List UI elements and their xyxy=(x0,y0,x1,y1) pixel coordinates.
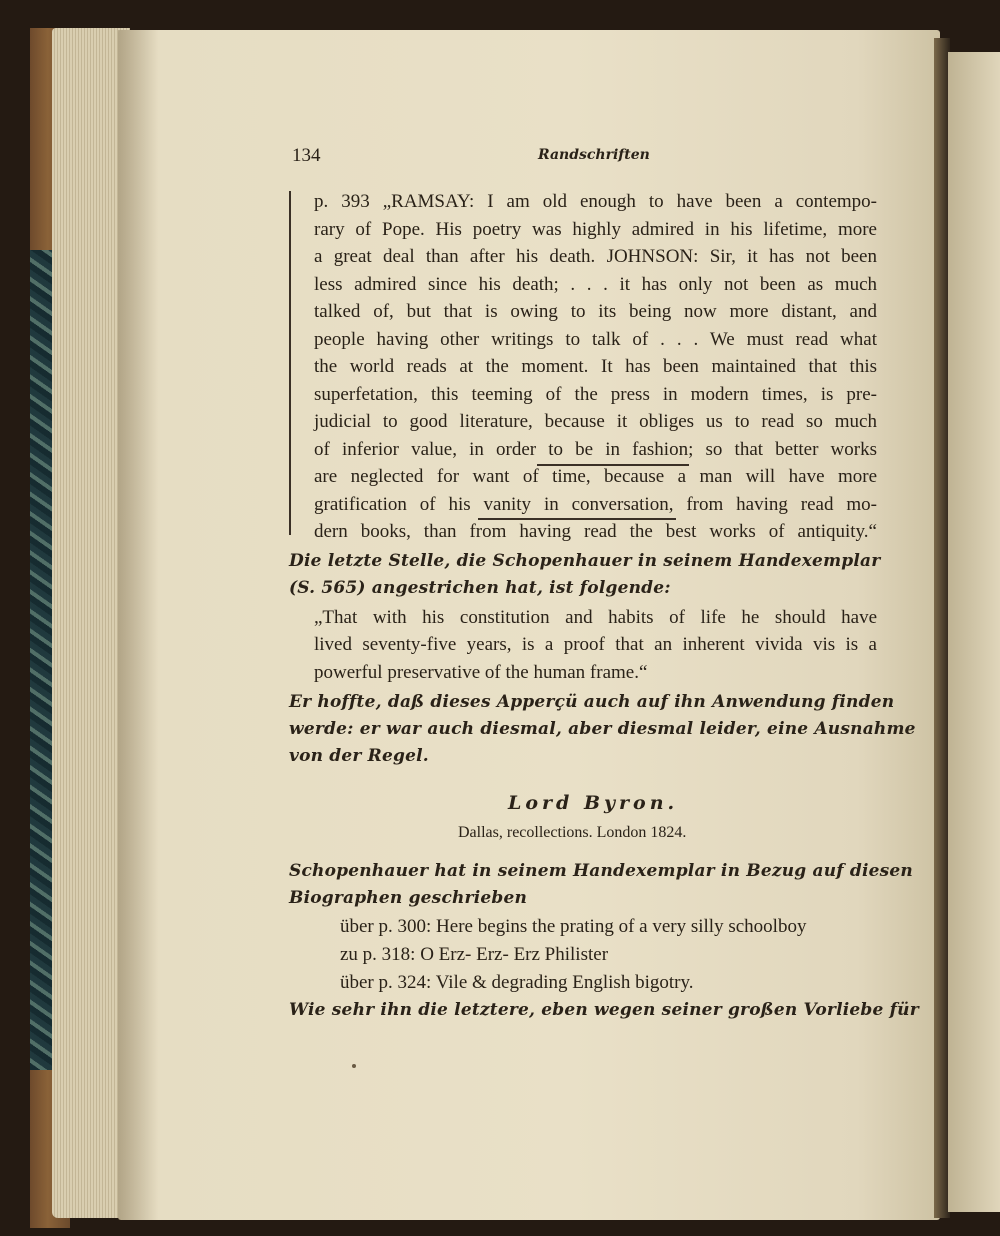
running-head: Randschriften xyxy=(538,147,650,163)
german-line: von der Regel. xyxy=(289,746,429,766)
text-line: less admired since his death; . . . it has only not been as much xyxy=(314,274,877,295)
text-line: talked of, but that is owing to its being now more distant, and xyxy=(314,301,877,322)
text-line: rary of Pope. His poetry was highly admired in his lifetime, more xyxy=(314,219,877,240)
text-line: of inferior value, in order to be in fashion; so that better works xyxy=(314,439,877,460)
note-line: über p. 300: Here begins the prating of a very silly schoolboy xyxy=(340,916,807,937)
section-source: Dallas, recollections. London 1824. xyxy=(458,824,687,841)
margin-marking-line xyxy=(289,191,291,535)
german-line: Biographen geschrieben xyxy=(289,888,528,908)
text-line: lived seventy-five years, is a proof that an inherent vivida vis is a xyxy=(314,634,877,655)
text-line: superfetation, this teeming of the press in modern times, is pre- xyxy=(314,384,877,405)
german-line: Die letzte Stelle, die Schopenhauer in seinem Handexemplar xyxy=(289,551,881,571)
text-line: people having other writings to talk of . . . We must read what xyxy=(314,329,877,350)
german-line: (S. 565) angestrichen hat, ist folgende: xyxy=(289,578,671,598)
facing-page-edge xyxy=(948,52,1000,1212)
german-line: Wie sehr ihn die letztere, eben wegen seiner großen Vorliebe für xyxy=(289,1000,919,1020)
note-line: über p. 324: Vile & degrading English bigotry. xyxy=(340,972,694,993)
text-line: dern books, than from having read the best works of antiquity.“ xyxy=(314,521,877,542)
pencil-underline xyxy=(537,464,689,466)
german-line: Er hoffte, daß dieses Apperçü auch auf ihn Anwendung finden xyxy=(289,692,895,712)
text-line: powerful preservative of the human frame.“ xyxy=(314,662,648,683)
page-number: 134 xyxy=(292,145,321,166)
german-line: Schopenhauer hat in seinem Handexemplar in Bezug auf diesen xyxy=(289,861,913,881)
note-line: zu p. 318: O Erz- Erz- Erz Philister xyxy=(340,944,609,965)
pencil-underline xyxy=(478,518,676,520)
text-line: gratification of his vanity in conversation, from having read mo- xyxy=(314,494,877,515)
text-line: judicial to good literature, because it obliges us to read so much xyxy=(314,411,877,432)
section-heading: Lord Byron. xyxy=(508,792,679,814)
text-line: „That with his constitution and habits of life he should have xyxy=(314,607,877,628)
text-line: a great deal than after his death. JOHNSON: Sir, it has not been xyxy=(314,246,877,267)
text-line: are neglected for want of time, because a man will have more xyxy=(314,466,877,487)
page-shadow xyxy=(118,30,158,1220)
paper-speck xyxy=(352,1064,356,1068)
german-line: werde: er war auch diesmal, aber diesmal leider, eine Ausnahme xyxy=(289,719,916,739)
text-line: the world reads at the moment. It has been maintained that this xyxy=(314,356,877,377)
text-line: p. 393 „RAMSAY: I am old enough to have been a contempo- xyxy=(314,191,877,212)
